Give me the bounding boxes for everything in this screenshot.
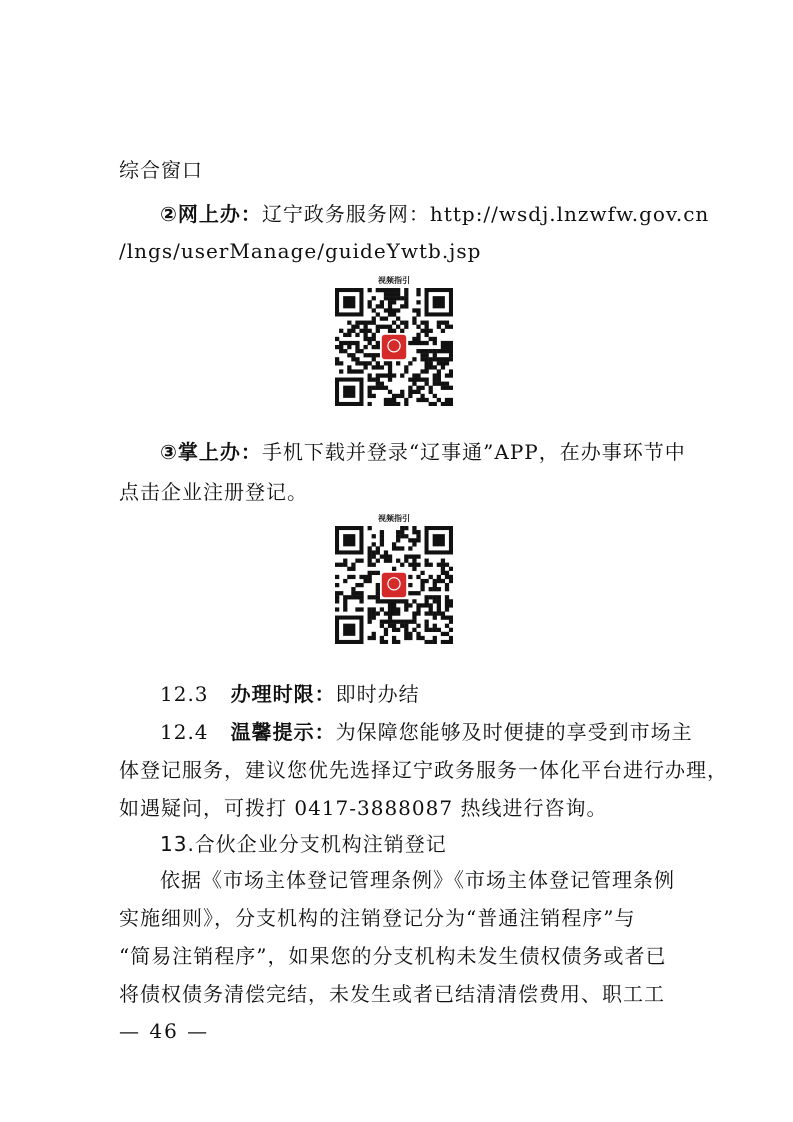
label-mobile: ③掌上办： <box>160 440 262 464</box>
qr-code <box>335 526 453 644</box>
qr-logo-badge <box>382 335 406 359</box>
label-time-limit: 办理时限： <box>230 682 336 706</box>
text-line: 实施细则》，分支机构的注销登记分为“普通注销程序”与 <box>119 906 636 930</box>
label-tip: 温馨提示： <box>230 720 336 744</box>
time-limit-text: 即时办结 <box>335 682 420 706</box>
text-line: 依据《市场主体登记管理条例》《市场主体登记管理条例 <box>160 868 675 892</box>
text-line <box>160 440 686 464</box>
url-continuation: /lngs/userManage/guideYwtb.jsp <box>119 239 482 263</box>
qr-caption: 视频指引 <box>378 514 410 523</box>
section-number: 12.3 <box>160 682 209 706</box>
online-text: 辽宁政务服务网：http://wsdj.lnzwfw.gov.cn <box>261 202 710 226</box>
text-line <box>160 682 420 706</box>
page-number: — 46 — <box>119 1019 210 1043</box>
text-line: 体登记服务，建议您优先选择辽宁政务服务一体化平台进行办理， <box>119 758 728 782</box>
label-online: ②网上办： <box>160 202 262 226</box>
qr-block <box>333 514 455 644</box>
text-line: 综合窗口 <box>119 158 203 182</box>
text-line: 点击企业注册登记。 <box>119 480 308 504</box>
qr-caption: 视频指引 <box>378 276 410 285</box>
qr-logo-badge <box>382 573 406 597</box>
text-line <box>160 720 693 744</box>
mobile-text: 手机下载并登录“辽事通”APP，在办事环节中 <box>261 440 686 464</box>
text-line: 如遇疑问，可拨打 0417-3888087 热线进行咨询。 <box>119 796 608 820</box>
section-number: 12.4 <box>160 720 209 744</box>
qr-block <box>333 276 455 406</box>
text-line <box>160 202 709 226</box>
text-line: 将债权债务清偿完结，未发生或者已结清清偿费用、职工工 <box>119 982 665 1006</box>
text-line: “简易注销程序”，如果您的分支机构未发生债权债务或者已 <box>119 944 667 968</box>
qr-code <box>335 288 453 406</box>
tip-text: 为保障您能够及时便捷的享受到市场主 <box>335 720 693 744</box>
section-heading: 13.合伙企业分支机构注销登记 <box>160 832 447 856</box>
